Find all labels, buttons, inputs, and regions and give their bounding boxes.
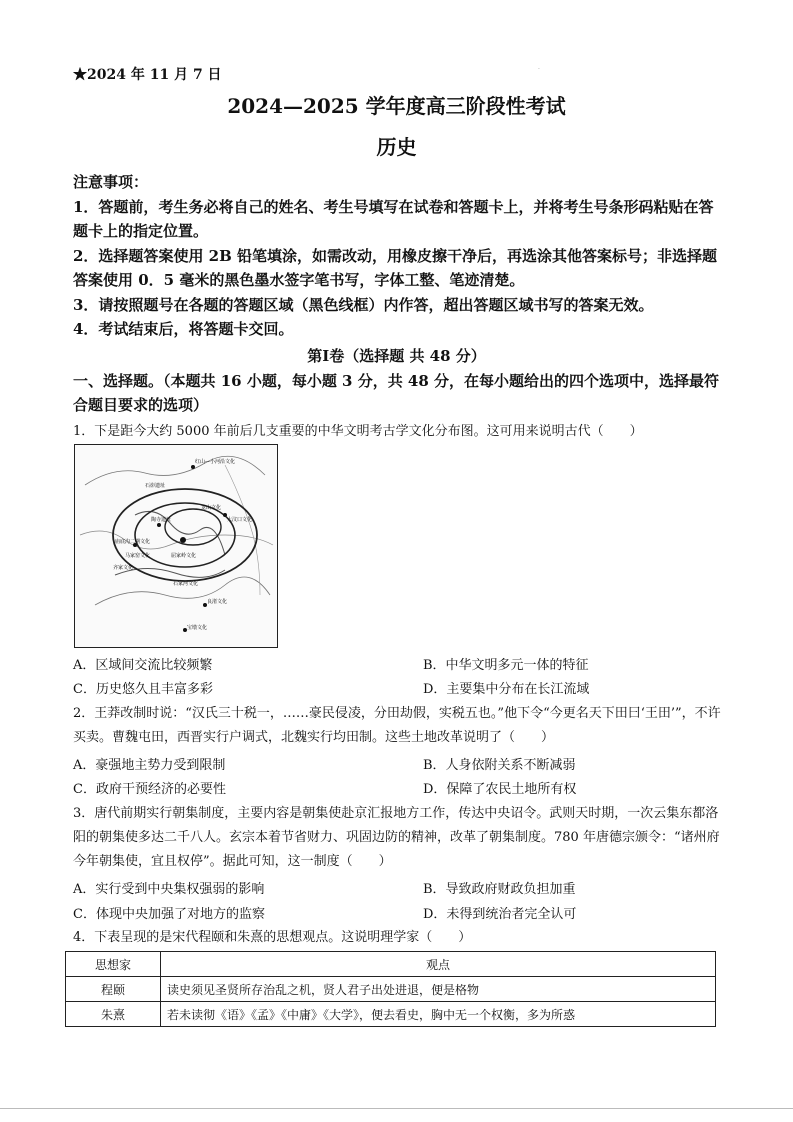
q4-table	[65, 951, 716, 1027]
q3-option-a[interactable]: A．实行受到中央集权强弱的影响	[73, 882, 265, 897]
page-bottom-rule	[0, 1108, 793, 1109]
q3-option-d[interactable]: D．未得到统治者完全认可	[423, 907, 577, 922]
q1-option-a[interactable]: A．区域间交流比较频繁	[73, 658, 213, 673]
table-cell: 朱熹	[66, 1002, 161, 1027]
q2-option-d[interactable]: D．保障了农民土地所有权	[423, 782, 577, 797]
table-row	[66, 977, 716, 1002]
q2-option-b[interactable]: B．人身依附关系不断减弱	[423, 758, 576, 773]
q2-option-c[interactable]: C．政府干预经济的必要性	[73, 782, 226, 797]
table-cell: 程颐	[66, 977, 161, 1002]
table-header-row	[66, 952, 716, 977]
q1-option-b[interactable]: B．中华文明多元一体的特征	[423, 658, 589, 673]
question-4-stem: 4．下表呈现的是宋代程颐和朱熹的思想观点。这说明理学家（ ）	[73, 930, 472, 945]
map-label: 屈家岭文化	[171, 553, 197, 559]
table-header-cell: 观点	[161, 952, 716, 977]
notice-item: 1．答题前，考生务必将自己的姓名、考生号填写在试卷和答题卡上，并将考生号条形码粘贴在答题卡上的指定位置。	[73, 197, 714, 240]
notice-item: 2．选择题答案使用 2B 铅笔填涂，如需改动，用橡皮擦干净后，再选涂其他答案标号；非选择题答案使用 0．5 毫米的黑色墨水签字笔书写，字体工整、笔迹清楚。	[73, 246, 718, 289]
q1-option-d[interactable]: D．主要集中分布在长江流域	[423, 682, 590, 697]
q3-option-c[interactable]: C．体现中央加强了对地方的监察	[73, 907, 265, 922]
question-2-stem: 2．王莽改制时说：“汉氏三十税一，……豪民侵凌，分田劫假，实税五也。”他下令“今更名天下田曰‘王田’”，不许买卖。曹魏屯田，西晋实行户调式，北魏实行均田制。这些土地改革说明了（ ）	[73, 706, 721, 745]
map-label: 庙底沟二期文化	[115, 539, 151, 545]
table-cell: 读史须见圣贤所存治乱之机，贤人君子出处进退，便是格物	[161, 977, 716, 1002]
q3-option-b[interactable]: B．导致政府财政负担加重	[423, 882, 576, 897]
question-1-stem: 1．下是距今大约 5000 年前后几支重要的中华文明考古学文化分布图。这可用来说明古代（ ）	[73, 424, 643, 439]
map-label: 大汶口文化	[227, 517, 253, 523]
notice-block	[73, 170, 723, 342]
map-label: 石峁遗址	[145, 483, 166, 489]
map-label: 红山—小河沿文化	[195, 459, 236, 465]
map-label: 马家窑文化	[125, 553, 151, 559]
map-label: 石家河文化	[173, 581, 199, 587]
map-drawing	[75, 445, 277, 647]
map-label: 宝墩文化	[187, 625, 208, 631]
map-label: 陶寺遗址	[151, 517, 172, 523]
exam-subject: 历史	[376, 135, 417, 159]
table-cell: 若未读彻《语》《孟》《中庸》《大学》，便去看史，胸中无一个权衡，多为所惑	[161, 1002, 716, 1027]
exam-date: ★2024 年 11 月 7 日	[73, 67, 222, 83]
notice-item: 3．请按照题号在各题的答题区域（黑色线框）内作答，超出答题区域书写的答案无效。	[73, 295, 654, 314]
map-label: 齐家文化	[113, 565, 134, 571]
map-label: 良渚文化	[207, 599, 228, 605]
notice-item: 4．考试结束后，将答题卡交回。	[73, 320, 294, 338]
question-3-stem: 3．唐代前期实行朝集制度，主要内容是朝集使赴京汇报地方工作，传达中央诏令。武则天时期，一次云集东都洛阳的朝集使多达二千八人。玄宗本着节省财力、巩固边防的精神，改革了朝集制度。780 年唐德宗颁令：“诸州府今年朝集使，宜且权停”。据此可知，这一制度（ ）	[73, 806, 720, 869]
table-row	[66, 1002, 716, 1027]
q1-option-c[interactable]: C．历史悠久且丰富多彩	[73, 682, 213, 697]
map-label: 龙山文化	[201, 505, 222, 511]
culture-distribution-map	[74, 444, 278, 648]
section-instructions: 一、选择题。（本题共 16 小题，每小题 3 分，共 48 分，在每小题给出的四个选项中，选择最符合题目要求的选项）	[73, 372, 720, 414]
table-header-cell: 思想家	[66, 952, 161, 977]
q2-option-a[interactable]: A．豪强地主势力受到限制	[73, 758, 226, 773]
exam-title: 2024—2025 学年度高三阶段性考试	[227, 94, 566, 118]
scan-speck: ·	[538, 66, 540, 73]
notice-heading: 注意事项：	[73, 173, 149, 191]
section-title: 第Ⅰ卷（选择题 共 48 分）	[307, 347, 486, 365]
